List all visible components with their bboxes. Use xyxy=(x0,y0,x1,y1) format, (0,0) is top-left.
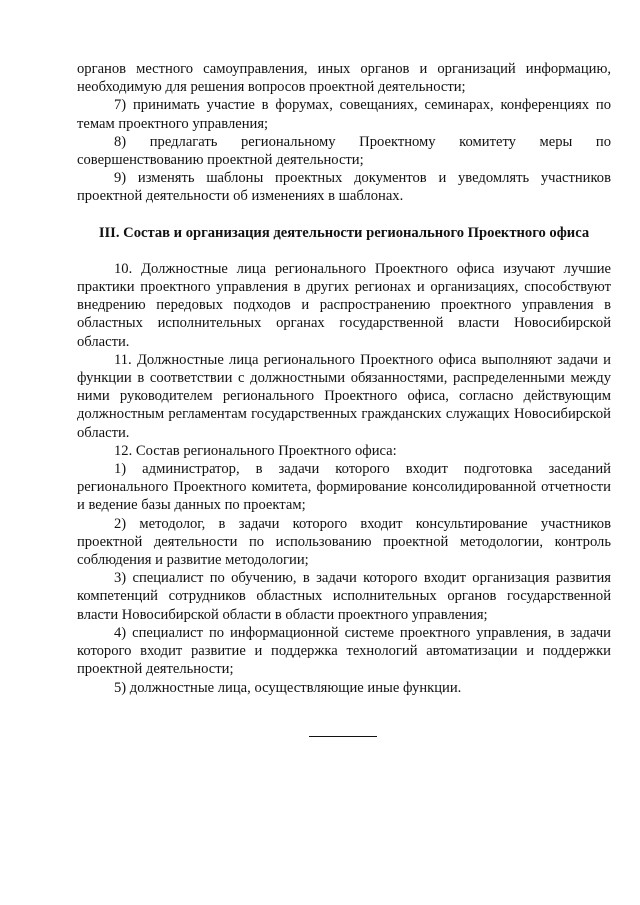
document-body xyxy=(77,60,611,697)
staff-item-1: 1) администратор, в задачи которого входит подготовка заседаний регионального Проектного комитета, формирование консолидированной отчетности и ведение базы данных по проектам; xyxy=(77,461,611,514)
paragraph-11: 11. Должностные лица регионального Проектного офиса выполняют задачи и функции в соответствии с должностными обязанностями, распределенными между ними руководителем регионального Проектного офиса, согласно действующим должностным регламентам государственных гражданских служащих Новосибирской области. xyxy=(77,351,611,441)
list-item-9: 9) изменять шаблоны проектных документов и уведомлять участников проектной деятельности об изменениях в шаблонах. xyxy=(77,170,611,205)
paragraph-continuation: органов местного самоуправления, иных органов и организаций информацию, необходимую для решения вопросов проектной деятельности; xyxy=(77,61,611,96)
staff-item-4: 4) специалист по информационной системе проектного управления, в задачи которого входит развитие и поддержка технологий автоматизации и поддержки проектной деятельности; xyxy=(77,624,611,678)
end-rule-divider xyxy=(309,736,377,737)
list-item-7: 7) принимать участие в форумах, совещаниях, семинарах, конференциях по темам проектного управления; xyxy=(77,97,611,132)
section-heading: III. Состав и организация деятельности регионального Проектного офиса xyxy=(98,224,590,241)
staff-item-5: 5) должностные лица, осуществляющие иные функции. xyxy=(114,679,462,696)
staff-item-3: 3) специалист по обучению, в задачи которого входит организация развития компетенций сотрудников областных исполнительных органов государственной власти Новосибирской области в области проектного управления; xyxy=(77,570,611,623)
staff-item-2: 2) методолог, в задачи которого входит консультирование участников проектной деятельности по использованию проектной методологии, контроль соблюдения и развитие методологии; xyxy=(77,515,611,569)
paragraph-12: 12. Состав регионального Проектного офиса: xyxy=(114,442,397,459)
paragraph-10: 10. Должностные лица регионального Проектного офиса изучают лучшие практики проектного управления в других регионах и организациях, способствуют внедрению передовых подходов и распространению проектного управления в областных исполнительных органах государственной власти Новосибирской области. xyxy=(77,260,611,350)
list-item-8: 8) предлагать региональному Проектному комитету меры по совершенствованию проектной деятельности; xyxy=(77,133,611,169)
